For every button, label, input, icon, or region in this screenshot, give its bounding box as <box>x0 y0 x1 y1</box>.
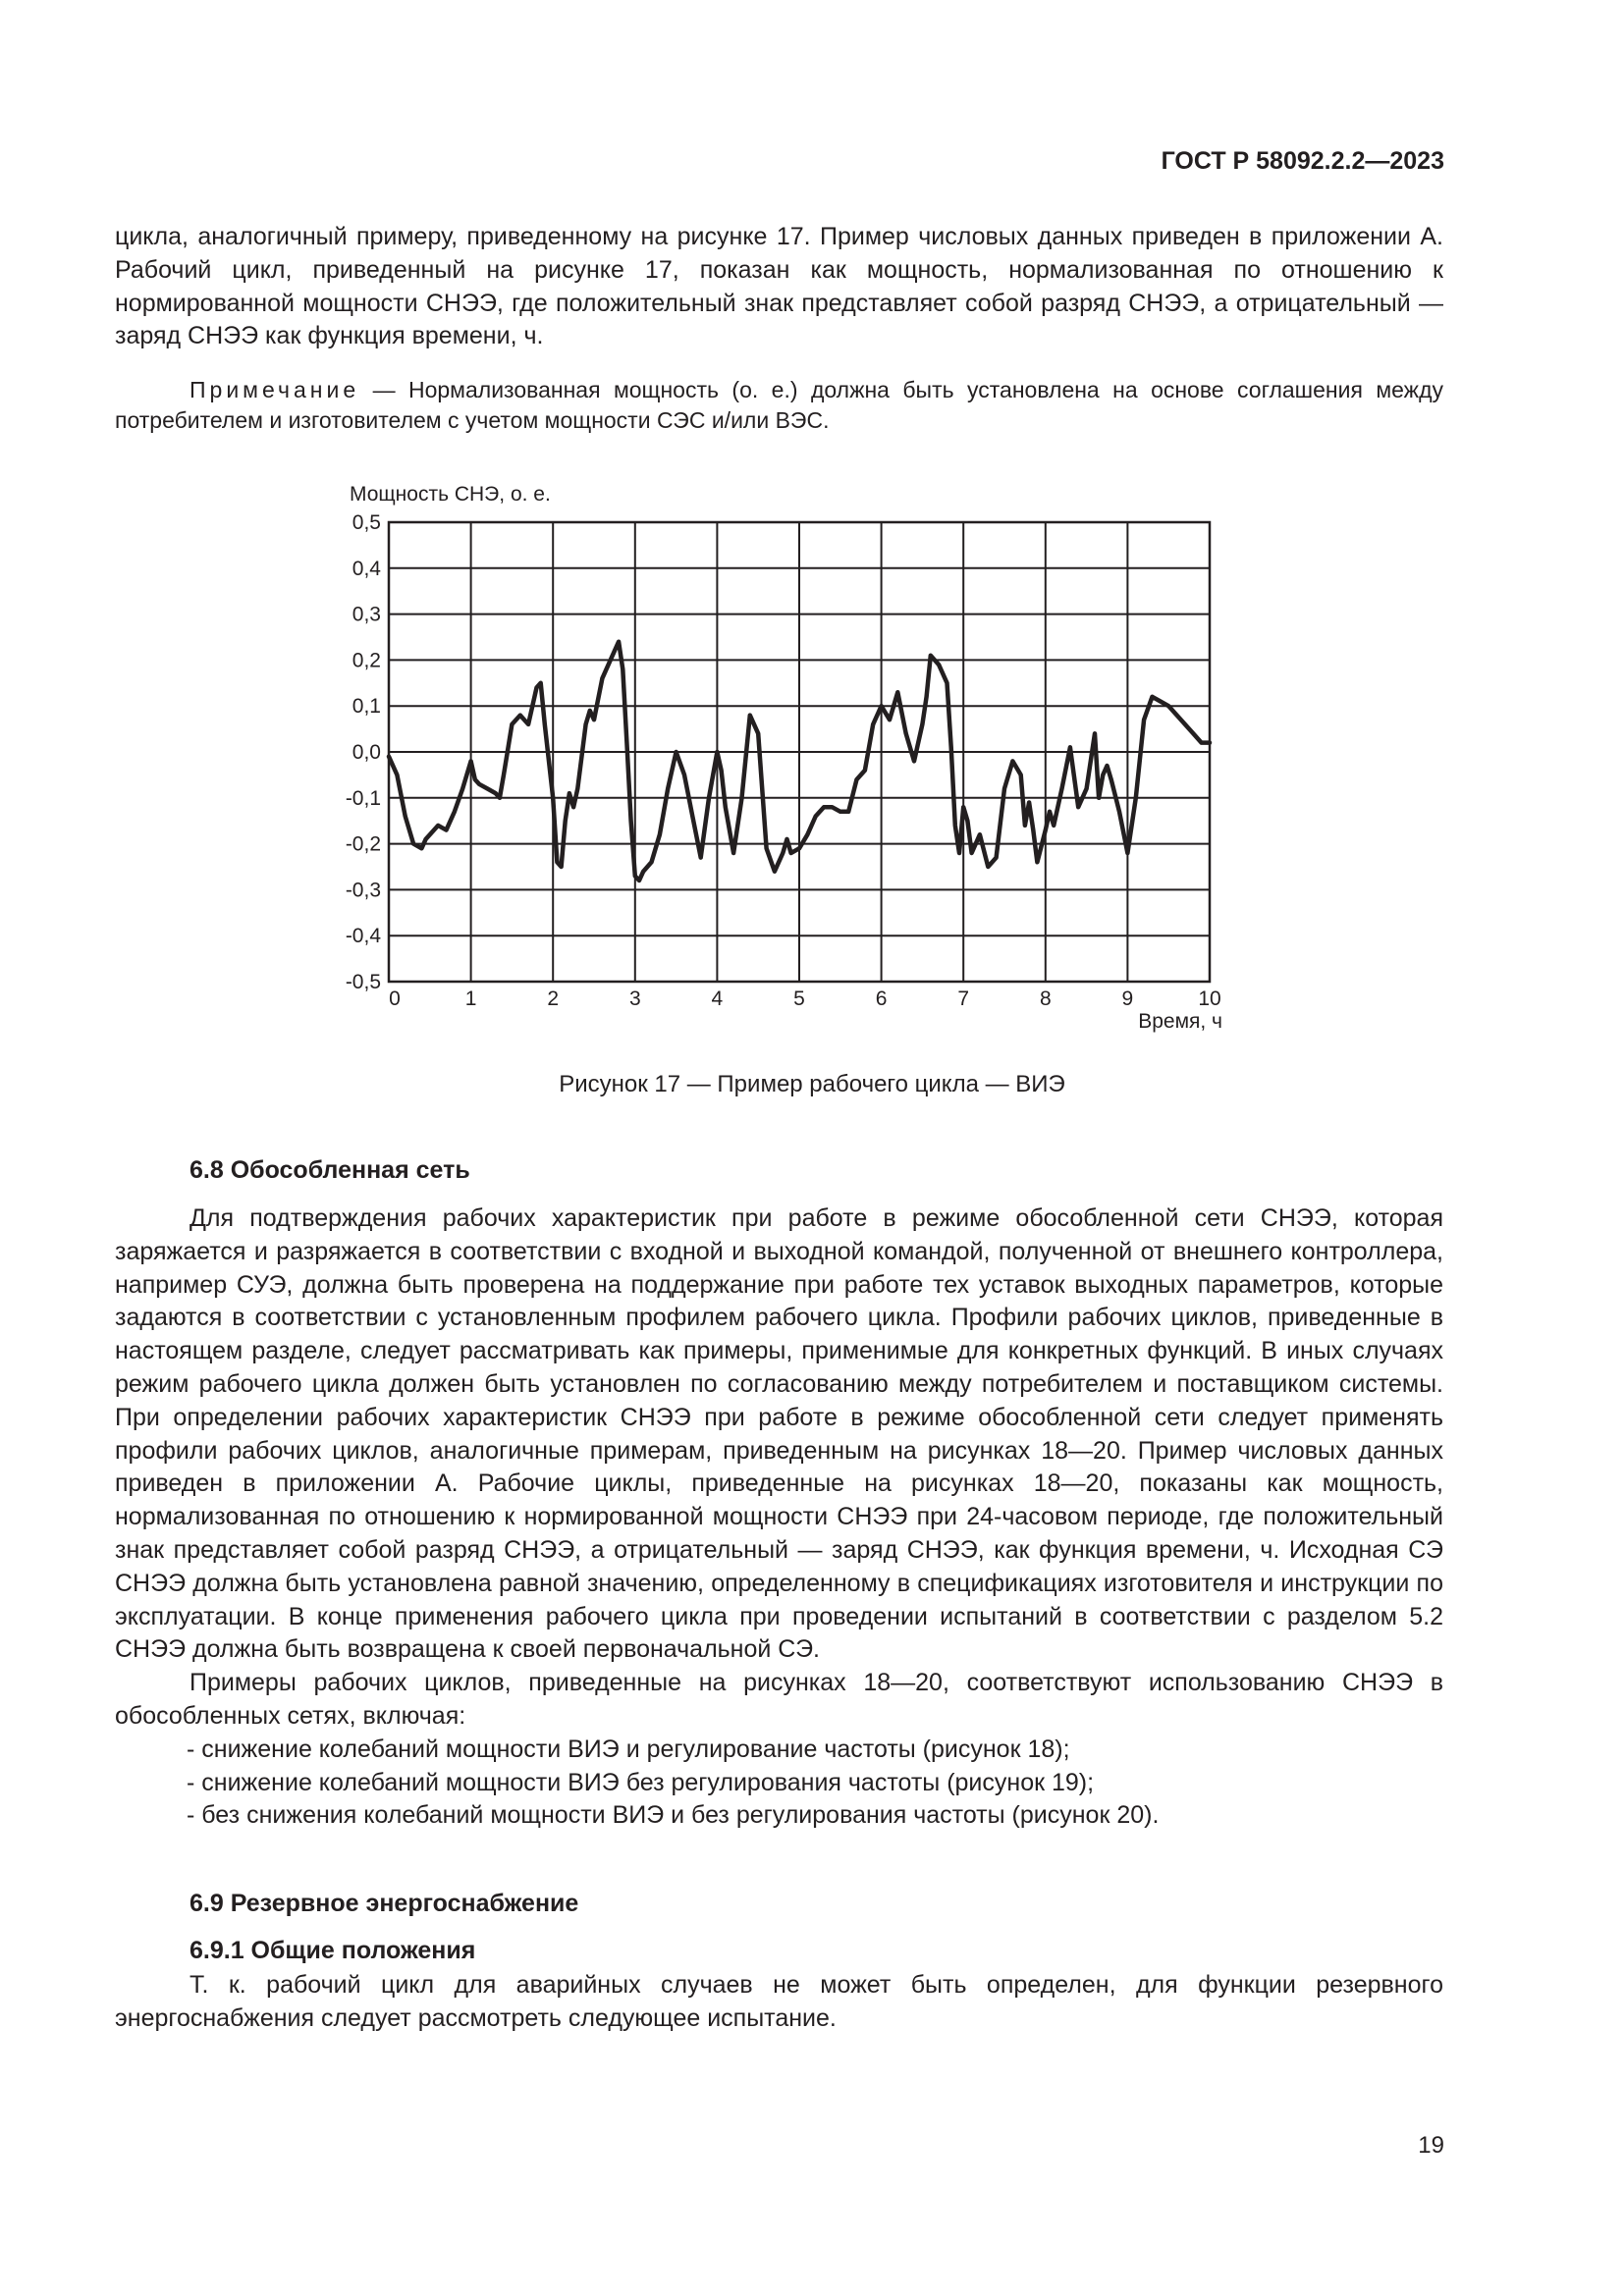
x-tick-label: 5 <box>793 988 805 1010</box>
x-tick-label: 1 <box>464 988 477 1010</box>
note-label: Примечание <box>189 377 360 402</box>
power-cycle-chart <box>334 471 1247 1041</box>
section-6-9-heading: 6.9 Резервное энергоснабжение <box>189 1890 579 1917</box>
x-axis-label: Время, ч <box>1138 1010 1222 1033</box>
note-paragraph <box>115 375 1443 436</box>
y-tick-label: -0,3 <box>345 879 381 902</box>
y-tick-labels <box>346 511 382 993</box>
list-item: - снижение колебаний мощности ВИЭ и регулирование частоты (рисунок 18); <box>187 1735 1070 1763</box>
document-header: ГОСТ Р 58092.2.2—2023 <box>1161 147 1444 175</box>
x-tick-labels <box>389 988 1221 1010</box>
section-6-8-paragraph-1: Для подтверждения рабочих характеристик при работе в режиме обособленной сети СНЭЭ, которая заряжается и разряжается в соответствии с входной и выходной командой, полученной от внешнего контроллера, например СУЭ, должна быть проверена на поддержание при работе тех уставок выходных параметров, которые задаются в соответствии с установленным профилем рабочего цикла. Профили рабочих циклов, приведенные в настоящем разделе, следует рассматривать как примеры, применимые для конкретных функций. В иных случаях режим рабочего цикла должен быть установлен по согласованию между потребителем и поставщиком системы. При определении рабочих характеристик СНЭЭ при работе в режиме обособленной сети следует применять профили рабочих циклов, аналогичные примерам, приведенным на рисунках 18—20. Пример числовых данных приведен в приложении А. Рабочие циклы, приведенные на рисунках 18—20, показаны как мощность, нормализованная по отношению к нормированной мощности СНЭЭ при 24-часовом периоде, где положительный знак представляет собой разряд СНЭЭ, а отрицательный — заряд СНЭЭ, как функция времени, ч. Исходная СЭ СНЭЭ должна быть установлена равной значению, определенному в спецификациях изготовителя и инструкции по эксплуатации. В конце применения рабочего цикла при проведении испытаний в соответствии с разделом 5.2 СНЭЭ должна быть возвращена к своей первоначальной СЭ. <box>115 1204 1443 1664</box>
y-axis-label: Мощность СНЭ, о. е. <box>350 483 551 506</box>
section-6-8-body <box>115 1202 1443 1833</box>
list-item: - снижение колебаний мощности ВИЭ без регулирования частоты (рисунок 19); <box>187 1768 1095 1796</box>
section-6-8-paragraph-2: Примеры рабочих циклов, приведенные на рисунках 18—20, соответствуют использованию СНЭЭ в обособленных сетях, включая: <box>115 1669 1443 1730</box>
y-tick-label: -0,2 <box>345 832 381 856</box>
y-tick-label: 0,5 <box>352 511 381 534</box>
x-tick-label: 8 <box>1039 988 1052 1010</box>
x-tick-label: 9 <box>1121 988 1134 1010</box>
x-tick-label: 7 <box>957 988 970 1010</box>
x-tick-label: 4 <box>711 988 724 1010</box>
section-6-9-1-paragraph: Т. к. рабочий цикл для аварийных случаев не может быть определен, для функции резервного энергоснабжения следует рассмотреть следующее испытание. <box>115 1971 1443 2032</box>
x-tick-label: 3 <box>628 988 641 1010</box>
y-tick-label: 0,0 <box>352 741 381 764</box>
intro-paragraph: цикла, аналогичный примеру, приведенному на рисунке 17. Пример числовых данных приведен в приложении А. Рабочий цикл, приведенный на рисунке 17, показан как мощность, нормализованная по отношению к нормированной мощности СНЭЭ, где положительный знак представляет собой разряд СНЭЭ, а отрицательный — заряд СНЭЭ как функция времени, ч. <box>115 223 1443 350</box>
page-number: 19 <box>1418 2132 1444 2159</box>
y-tick-label: 0,3 <box>352 603 381 626</box>
y-tick-label: 0,1 <box>352 695 381 719</box>
y-tick-label: 0,2 <box>352 649 381 672</box>
y-tick-label: -0,4 <box>345 925 381 948</box>
x-tick-label: 0 <box>389 988 401 1010</box>
note-text: — Нормализованная мощность (о. е.) должна быть установлена на основе соглашения между потребителем и изготовителем с учетом мощности СЭС и/или ВЭС. <box>115 377 1443 433</box>
x-tick-label: 2 <box>547 988 560 1010</box>
y-tick-label: -0,1 <box>345 786 381 810</box>
chart-grid <box>389 522 1210 982</box>
y-tick-label: -0,5 <box>345 971 381 993</box>
x-tick-label: 10 <box>1198 988 1221 1010</box>
list-item: - без снижения колебаний мощности ВИЭ и без регулирования частоты (рисунок 20). <box>187 1801 1160 1830</box>
y-tick-label: 0,4 <box>352 557 381 580</box>
section-6-8-heading: 6.8 Обособленная сеть <box>189 1156 470 1184</box>
x-tick-label: 6 <box>875 988 888 1010</box>
section-6-9-1-heading: 6.9.1 Общие положения <box>189 1937 476 1964</box>
figure-caption: Рисунок 17 — Пример рабочего цикла — ВИЭ <box>559 1071 1065 1097</box>
